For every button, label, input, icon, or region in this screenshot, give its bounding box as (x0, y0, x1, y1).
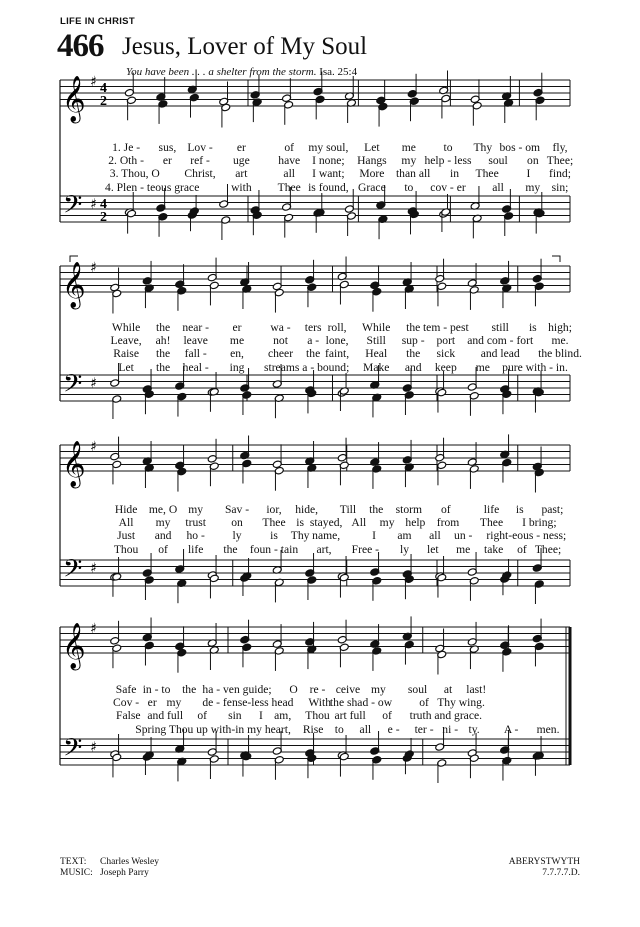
note (144, 751, 154, 775)
lyric-syllable: er (232, 321, 242, 334)
lyric-syllable: streams a - bound; (263, 360, 350, 374)
note (307, 645, 317, 669)
lyric-syllable: Hangs (357, 154, 387, 168)
text-credit-label: TEXT: (60, 857, 87, 867)
section-label: LIFE IN CHRIST (60, 16, 135, 27)
lyric-syllable: heal - (182, 360, 209, 374)
lyric-syllable: all (283, 167, 296, 181)
key-signature-sharp: ♯ (90, 260, 97, 276)
note (532, 619, 542, 643)
note (112, 644, 122, 668)
note (469, 645, 479, 669)
lyric-syllable: and full (147, 709, 184, 723)
lyric-syllable: from (436, 516, 460, 530)
lyric-syllable: e - (387, 722, 400, 736)
note (404, 640, 414, 664)
lyric-syllable: sup - (401, 334, 425, 348)
lyric-syllable: find; (549, 167, 571, 181)
lyric-syllable: all (359, 722, 372, 736)
lyric-syllable: on (231, 516, 243, 530)
note (307, 754, 317, 778)
lyric-syllable: help (405, 516, 426, 530)
note (404, 750, 414, 774)
lyric-syllable: the blind. (538, 347, 582, 361)
lyric-syllable: All (118, 516, 134, 530)
lyric-syllable: storm (395, 503, 423, 516)
lyric-syllable: am (397, 529, 412, 543)
lyric-syllable: Hide (114, 503, 138, 516)
scripture-citation: Isa. 25:4 (319, 66, 358, 78)
lyric-syllable: life (187, 542, 204, 556)
lyric-syllable: Thee (262, 516, 286, 530)
lyric-syllable: cov - er (430, 180, 466, 194)
music-credit-label: MUSIC: (60, 868, 93, 878)
lyric-syllable: life (483, 503, 500, 516)
lyric-syllable: art full (334, 709, 366, 723)
lyric-syllable: me (475, 360, 490, 374)
treble-time-signature: 2 (100, 94, 107, 109)
lyric-syllable: Leave, (110, 334, 142, 348)
lyric-syllable: and (404, 360, 422, 374)
lyric-syllable: un - (454, 529, 473, 543)
lyric-syllable: men. (536, 722, 560, 736)
lyric-syllable: fall - (184, 347, 207, 361)
lyric-syllable: sick (436, 347, 456, 361)
lyric-syllable: the (223, 542, 238, 556)
lyric-syllable: my (166, 696, 182, 710)
note (370, 624, 380, 648)
lyric-syllable: Thee (277, 180, 301, 194)
lyric-syllable: er (236, 141, 246, 154)
bass-clef-icon: 𝄢 (63, 733, 83, 769)
lyric-syllable: and (154, 529, 172, 543)
lyric-syllable: False (116, 709, 141, 723)
key-signature-sharp: ♯ (90, 196, 97, 213)
lyric-syllable: While (111, 321, 141, 334)
lyric-syllable: Thee; (546, 154, 574, 168)
lyric-syllable: er (162, 154, 172, 168)
lyric-syllable: I (526, 167, 531, 181)
lyric-syllable: my soul, (308, 141, 349, 154)
lyric-syllable: I want; (312, 167, 345, 181)
lyric-syllable: to (334, 722, 344, 736)
note (402, 616, 412, 640)
lyric-syllable: Spring Thou up with-in my heart, (135, 722, 291, 736)
lyric-syllable: is (270, 529, 278, 543)
lyric-syllable: truth and grace. (409, 709, 483, 723)
lyric-syllable: of (284, 141, 295, 154)
note (209, 646, 219, 670)
lyric-syllable: ters (304, 321, 322, 334)
lyric-syllable: is (515, 503, 524, 516)
lyric-syllable: my (525, 180, 541, 194)
lyric-syllable: my (188, 503, 204, 516)
lyric-syllable: past; (541, 503, 564, 516)
lyric-syllable: Thy (473, 141, 493, 154)
lyric-syllable: to (443, 141, 453, 154)
lyric-syllable: Cov - (113, 696, 140, 710)
lyric-syllable: re - (309, 683, 326, 696)
lyric-syllable: foun - tain (249, 542, 299, 556)
treble-clef-icon: 𝄞 (62, 623, 86, 669)
lyric-syllable: all (492, 180, 504, 194)
lyric-syllable: ni - (442, 722, 459, 736)
lyric-syllable: tem - pest (422, 321, 469, 334)
lyric-syllable: With (308, 696, 332, 710)
lyric-syllable: of (419, 696, 429, 710)
lyric-syllable: More (359, 167, 385, 181)
note (110, 621, 120, 645)
note (209, 755, 219, 779)
credits-left (60, 857, 159, 879)
note (339, 752, 349, 776)
lyric-syllable: O (289, 683, 298, 696)
lyric-syllable: on (527, 154, 539, 168)
key-signature-sharp: ♯ (90, 375, 97, 392)
lyric-syllable: I none; (312, 154, 345, 168)
lyric-syllable: Thee (479, 516, 504, 530)
lyric-syllable: Thy (290, 529, 310, 543)
lyric-syllable: sus, (158, 141, 177, 154)
lyric-syllable: the (306, 347, 321, 361)
lyric-syllable: sin (228, 709, 242, 723)
music-credit (60, 868, 159, 879)
tune-name: ABERYSTWYTH (508, 857, 580, 867)
lyric-syllable: to (404, 180, 414, 194)
lyric-syllable: I (259, 709, 263, 723)
lyric-syllable: me (229, 334, 245, 348)
lyric-syllable: of (517, 542, 527, 556)
note (467, 622, 477, 646)
meter: 7.7.7.7.D. (542, 868, 580, 878)
note (502, 648, 512, 672)
note (437, 759, 447, 783)
lyric-syllable: my (155, 516, 171, 530)
lyric-syllable: Grace (358, 180, 386, 194)
lyric-syllable: and lead (480, 347, 520, 361)
lyric-syllable: trust (185, 516, 206, 530)
lyric-syllable: still (491, 321, 509, 334)
lyric-syllable: Raise (113, 347, 139, 361)
verse-line-3 (0, 709, 640, 723)
lyric-syllable: right-eous - ness; (486, 529, 567, 543)
lyric-syllable: 4. Plen - teous grace (105, 180, 200, 194)
bass-staff (60, 739, 570, 765)
note (240, 620, 250, 644)
lyric-syllable: high; (548, 321, 572, 334)
lyric-syllable: at (443, 683, 453, 696)
treble-clef-icon: 𝄞 (62, 441, 86, 487)
key-signature-sharp: ♯ (90, 439, 97, 455)
note (339, 643, 349, 667)
lyric-syllable: sin; (551, 180, 569, 194)
lyric-syllable: I (372, 529, 376, 543)
lyric-syllable: let (426, 542, 439, 556)
lyric-syllable: fly, (552, 141, 568, 154)
note (305, 622, 315, 646)
lyric-syllable: er (147, 696, 157, 710)
lyric-syllable: than all (395, 167, 431, 181)
bass-time-signature: 2 (100, 210, 107, 225)
lyric-syllable: and com - fort (467, 334, 534, 348)
lyric-syllable: the (406, 321, 421, 334)
lyric-syllable: While (362, 321, 391, 334)
lyric-syllable: 1. Je - (112, 141, 141, 154)
lyric-syllable: 3. Thou, O (109, 167, 160, 181)
lyric-syllable: Thee (475, 167, 499, 181)
note (274, 647, 284, 671)
lyric-syllable: Heal (365, 347, 388, 361)
lyric-syllable: cheer (267, 347, 294, 361)
lyric-syllable: Thou (113, 542, 139, 556)
key-signature-sharp: ♯ (90, 74, 97, 90)
lyric-syllable: the (406, 347, 421, 361)
note (534, 752, 544, 776)
treble-clef-icon: 𝄞 (62, 76, 86, 122)
lyric-syllable: port (436, 334, 456, 348)
lyric-syllable: of (382, 709, 392, 723)
lyric-syllable: in (450, 167, 460, 181)
lyric-syllable: Till (339, 503, 357, 516)
note (500, 625, 510, 649)
lyric-syllable: near - (182, 321, 210, 334)
lyric-syllable: pure with - in. (502, 360, 568, 374)
lyric-syllable: Just (117, 529, 136, 543)
lyric-syllable: wa - (270, 321, 291, 334)
lyric-syllable: stayed, (309, 516, 343, 530)
lyric-syllable: ly (232, 529, 242, 543)
key-signature-sharp: ♯ (90, 560, 97, 577)
lyric-syllable: last! (466, 683, 487, 696)
note (402, 738, 412, 762)
note (242, 752, 252, 776)
lyric-syllable: leave (183, 334, 208, 348)
lyric-syllable: a - (307, 334, 320, 348)
lyric-syllable: is found, (308, 180, 349, 194)
note (437, 650, 447, 674)
lyric-syllable: A - (503, 722, 519, 736)
lyric-syllable: soul (407, 683, 428, 696)
lyric-syllable: de - fense-less head (202, 696, 294, 710)
lyric-syllable: hide, (295, 503, 319, 516)
bass-clef-icon: 𝄢 (63, 554, 83, 590)
lyric-syllable: ha - ven guide; (202, 683, 272, 696)
lyric-syllable: ho - (186, 529, 205, 543)
lyric-syllable: take (484, 542, 504, 556)
lyric-syllable: my (379, 516, 395, 530)
lyric-syllable: my (370, 683, 386, 696)
lyric-syllable: the shad - ow (329, 696, 393, 710)
treble-time-signature: 4 (100, 81, 107, 96)
lyric-syllable: Free - (351, 542, 380, 556)
text-credit-author: Charles Wesley (100, 857, 159, 867)
lyric-syllable: Thy wing. (437, 696, 485, 710)
lyric-syllable: ior, (266, 503, 282, 516)
lyric-syllable: me (401, 141, 416, 154)
key-signature-sharp: ♯ (90, 621, 97, 637)
note (142, 618, 152, 642)
lyric-syllable: help - less (424, 154, 472, 168)
verse-line-4 (0, 723, 640, 737)
note (274, 756, 284, 780)
lyric-syllable: the (155, 347, 171, 361)
bass-time-signature: 4 (100, 197, 107, 212)
note (534, 642, 544, 666)
lyric-syllable: the (369, 503, 384, 516)
lyric-syllable: Thee; (534, 542, 562, 556)
lyric-syllable: with (231, 180, 252, 194)
note (175, 626, 185, 650)
lyric-syllable: Make (363, 360, 390, 374)
lyric-syllable: am, (274, 709, 292, 723)
lyric-syllable: is (296, 516, 304, 530)
treble-clef-icon: 𝄞 (62, 262, 86, 308)
lyric-syllable: the (155, 321, 171, 334)
lyric-syllable: Safe (115, 683, 137, 696)
lyric-syllable: not (273, 334, 288, 348)
lyric-syllable: me. (551, 334, 569, 348)
music-credit-author: Joseph Parry (100, 868, 149, 878)
lyric-syllable: ref - (190, 154, 210, 168)
lyric-syllable: name, (312, 529, 341, 543)
lyric-syllable: uge (233, 154, 250, 168)
lyric-syllable: is (528, 321, 537, 334)
lyric-syllable: ty. (468, 722, 480, 736)
lyric-syllable: my (401, 154, 417, 168)
note (372, 647, 382, 671)
note (469, 754, 479, 778)
lyric-syllable: lone, (325, 334, 349, 348)
lyric-syllable: keep (434, 360, 457, 374)
lyric-syllable: ly (399, 542, 410, 556)
lyric-syllable: the (182, 683, 197, 696)
lyric-syllable: soul (488, 154, 508, 168)
lyric-syllable: Lov - (187, 141, 213, 154)
note (177, 757, 187, 781)
lyric-syllable: ceive (335, 683, 361, 696)
lyric-syllable: Christ, (184, 167, 216, 181)
lyric-syllable: en, (230, 347, 244, 361)
lyric-syllable: Rise (302, 722, 324, 736)
lyric-syllable: have (278, 154, 301, 168)
lyric-syllable: Let (364, 141, 380, 154)
hymn-title: Jesus, Lover of My Soul (122, 33, 368, 60)
lyric-syllable: Thou (305, 709, 330, 723)
note (435, 629, 445, 653)
lyric-syllable: ah! (155, 334, 171, 348)
lyric-syllable: faint, (324, 347, 350, 361)
lyric-syllable: of (440, 503, 451, 516)
lyric-syllable: All (351, 516, 367, 530)
text-credit (60, 857, 159, 868)
lyric-syllable: Still (366, 334, 386, 348)
lyric-syllable: 2. Oth - (108, 154, 144, 168)
note (272, 624, 282, 648)
lyric-syllable: ter - (414, 722, 434, 736)
lyric-syllable: of (158, 542, 168, 556)
lyric-syllable: Let (118, 360, 134, 374)
lyric-syllable: roll, (327, 321, 347, 334)
verse-line-2 (0, 696, 640, 710)
note (502, 756, 512, 780)
bass-clef-icon: 𝄢 (63, 190, 83, 226)
lyric-syllable: in - to (142, 683, 171, 696)
lyric-syllable: ing (229, 360, 245, 374)
lyric-syllable: bos - om (499, 141, 541, 154)
lyric-syllable: all (429, 529, 441, 543)
lyric-syllable: of (197, 709, 208, 723)
note (177, 648, 187, 672)
key-signature-sharp: ♯ (90, 739, 97, 756)
bass-clef-icon: 𝄢 (63, 369, 83, 405)
verse-line-1 (0, 683, 640, 697)
lyric-syllable: me (456, 542, 471, 556)
scripture-quote: You have been . . . a shelter from the storm. (126, 66, 317, 78)
note (242, 643, 252, 667)
lyric-syllable: me, O (148, 503, 178, 516)
lyric-syllable: the (155, 360, 171, 374)
hymn-number: 466 (57, 28, 104, 64)
note (337, 620, 347, 644)
lyric-syllable: art (235, 167, 248, 181)
note (372, 756, 382, 780)
lyric-syllable: Sav - (224, 503, 250, 516)
lyric-syllable: I bring; (522, 516, 557, 530)
credits-right (509, 857, 580, 879)
lyric-syllable: art, (316, 542, 332, 556)
